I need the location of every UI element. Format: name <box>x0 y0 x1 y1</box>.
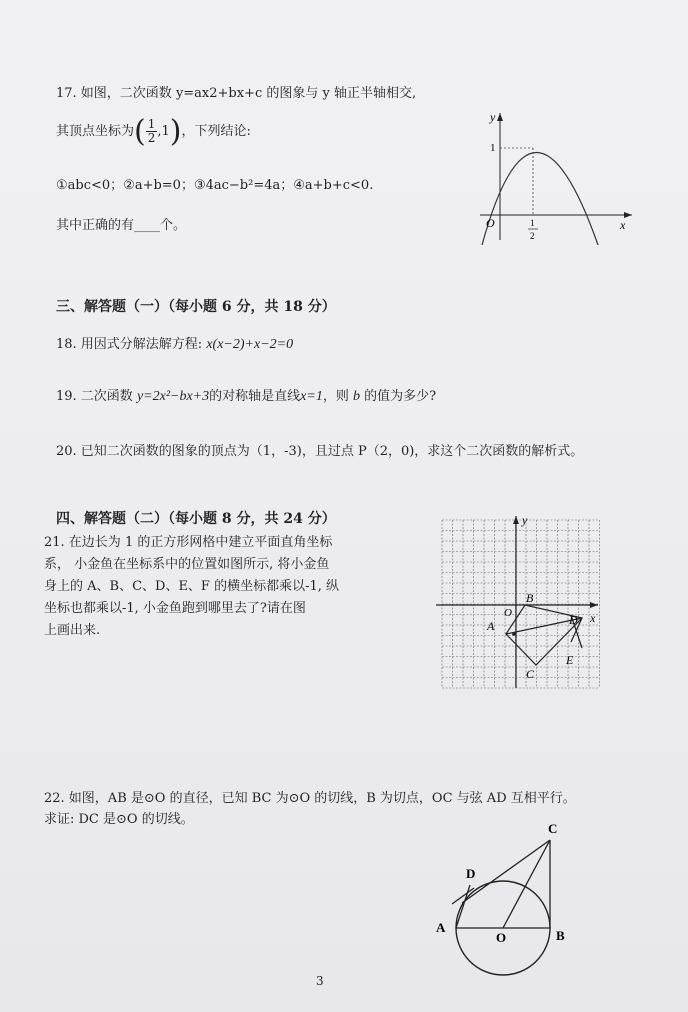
q17-vertex-y: ,1 <box>157 124 170 139</box>
q17-tick-y: 1 <box>490 142 496 154</box>
q17-x-label: x <box>620 218 626 232</box>
q21-origin-label: O <box>504 607 512 619</box>
q18 <box>56 333 293 353</box>
q21-coordinate-grid <box>432 512 602 690</box>
q22-chord-ad <box>456 885 470 928</box>
q19-equation: y=2x²−bx+3 <box>136 389 210 404</box>
q22-point-d: D <box>466 866 476 881</box>
q21-point-a: A <box>487 619 495 633</box>
q17-origin-label: O <box>486 216 495 230</box>
q22-line2: 求证: DC 是⊙O 的切线。 <box>44 812 194 827</box>
q18-text: 18. 用因式分解法解方程: <box>56 337 203 352</box>
q21-gridlines <box>442 520 600 688</box>
q22-circle-figure <box>428 818 588 978</box>
q17-y-arrow <box>497 113 503 121</box>
q22-point-c: C <box>548 821 558 836</box>
q21-point-e: E <box>566 653 574 667</box>
q17-line2-prefix: 其顶点坐标为 <box>56 124 135 139</box>
q17-answer-line: 其中正确的有____个。 <box>56 218 187 233</box>
q21-x-arrow <box>590 602 598 608</box>
q20-text: 20. 已知二次函数的图象的顶点为（1，-3)，且过点 P（2，0)，求这个二次函数的解析式。 <box>56 444 584 459</box>
q17-paren-open: ( <box>134 114 146 149</box>
q21-x-label: x <box>590 611 596 625</box>
q22-line-oc <box>503 840 550 928</box>
q17-paren-close: ) <box>169 114 182 149</box>
q21-line: 系， 小金鱼在坐标系中的位置如图所示, 将小金鱼 <box>44 557 330 572</box>
q19-axis: x=1 <box>300 389 323 404</box>
q17-parabola <box>482 153 598 246</box>
q17-line2-suffix: ，下列结论: <box>181 124 251 139</box>
q19-var: b <box>352 389 360 404</box>
q21-line: 坐标也都乘以-1, 小金鱼跑到哪里去了?请在图 <box>44 601 306 616</box>
q22-center-o: O <box>496 930 507 945</box>
q17-vertex-den: 2 <box>147 131 156 145</box>
q17-tick-x-den: 2 <box>530 231 535 241</box>
q17-vertex-num: 1 <box>147 117 156 131</box>
q19-end: 的值为多少? <box>364 389 437 404</box>
q21-point-b: B <box>526 591 534 605</box>
q17-parabola-graph <box>470 105 640 245</box>
q17-line1: 17. 如图，二次函数 y=ax2+bx+c 的图象与 y 轴正半轴相交, <box>56 86 417 101</box>
q22-point-b: B <box>556 928 565 943</box>
q18-equation: x(x−2)+x−2=0 <box>206 337 294 352</box>
q21-text <box>44 532 339 642</box>
q17-tick-x-num: 1 <box>530 218 535 228</box>
q21-point-d: D <box>569 613 578 627</box>
q17-y-label: y <box>490 110 496 124</box>
q17-line2 <box>56 114 251 149</box>
q19-middle: 的对称轴是直线 <box>209 389 301 404</box>
q21-line: 上画出来. <box>44 623 101 638</box>
q22-point-a: A <box>436 920 446 935</box>
q19-prefix: 19. 二次函数 <box>56 389 133 404</box>
section3-heading: 三、解答题（一）（每小题 6 分，共 18 分） <box>56 299 336 315</box>
q21-y-label: y <box>522 513 528 527</box>
q17-vertex-fraction <box>146 118 158 145</box>
q21-line: 身上的 A、B、C、D、E、F 的横坐标都乘以-1, 纵 <box>44 579 340 594</box>
section4-heading: 四、解答题（二）（每小题 8 分，共 24 分） <box>56 511 336 527</box>
q22-line1: 22. 如图，AB 是⊙O 的直径，已知 BC 为⊙O 的切线，B 为切点，OC 与弦 AD 互相平行。 <box>44 791 576 806</box>
q21-point-c: C <box>526 667 535 681</box>
q19-suffix: ，则 <box>322 389 349 404</box>
q17-conclusions: ①abc<0；②a+b=0；③4ac−b²=4a；④a+b+c<0. <box>56 178 374 193</box>
q19 <box>56 385 436 405</box>
q21-line: 21. 在边长为 1 的正方形网格中建立平面直角坐标 <box>44 535 333 550</box>
page-number: 3 <box>316 974 324 988</box>
q21-fish-eye <box>512 632 516 636</box>
